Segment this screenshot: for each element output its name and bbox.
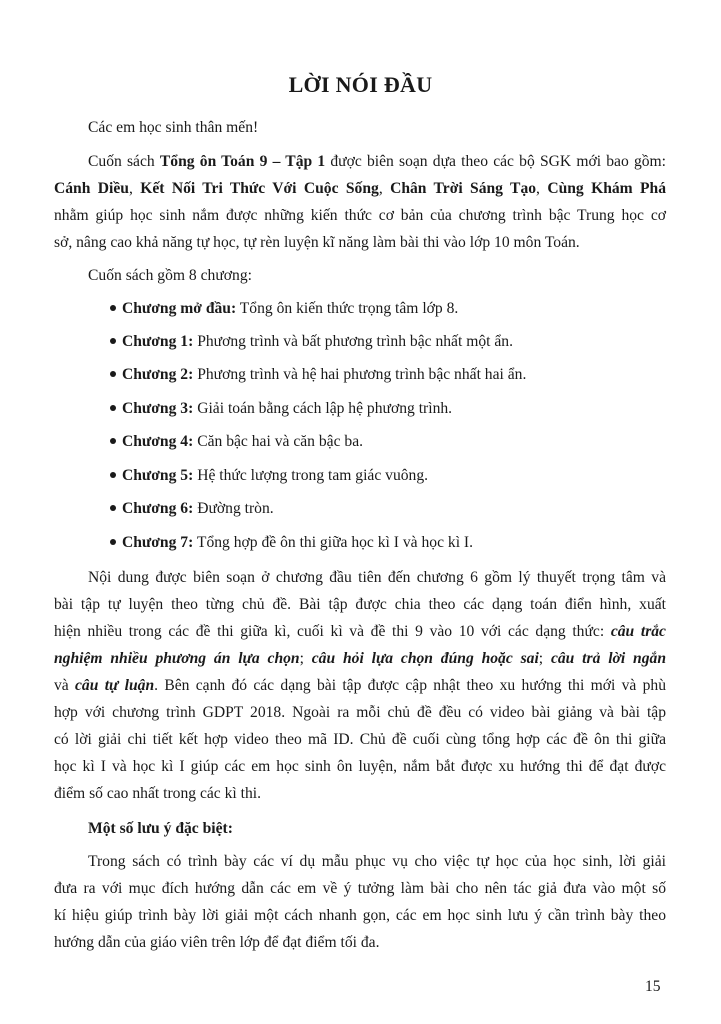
page-number: 15 <box>645 978 661 995</box>
text-segment: học kì I và học kì I giúp các em học sinh ôn luyện, nắm bắt được xu hướng thi để đạt được <box>54 758 666 775</box>
bullet-icon <box>110 371 116 377</box>
text-segment: , <box>378 180 391 197</box>
text-line <box>54 757 666 777</box>
emphasized-text: Cánh Diều <box>54 180 129 197</box>
chapter-label: Chương 3: <box>122 400 194 417</box>
chapter-description: Phương trình và hệ hai phương trình bậc nhất hai ẩn. <box>193 366 527 383</box>
emphasized-text: Chân Trời Sáng Tạo <box>390 180 537 197</box>
bullet-icon <box>110 438 116 444</box>
chapter-label: Chương 4: <box>122 433 194 450</box>
text-line <box>88 852 666 872</box>
text-segment: , <box>536 180 548 197</box>
text-line <box>88 568 666 588</box>
emphasized-text: Một số lưu ý đặc biệt: <box>88 820 233 837</box>
chapter-description: Tổng hợp đề ôn thi giữa học kì I và học kì I. <box>193 534 474 551</box>
text-segment: nhằm giúp học sinh nắm được những kiến thức cơ bản của chương trình bậc Trung học cơ <box>54 207 666 224</box>
text-line <box>54 933 666 953</box>
chapter-list-item <box>110 499 274 519</box>
text-line <box>88 152 666 172</box>
emphasized-text: câu tự luận <box>75 677 155 694</box>
text-line <box>54 179 666 199</box>
bullet-icon <box>110 539 116 545</box>
text-segment: có lời giải chi tiết kết hợp video theo mã ID. Chủ đề cuối cùng tổng hợp các đề ôn thi giữa <box>54 731 666 748</box>
chapter-description: Căn bậc hai và căn bậc ba. <box>193 433 364 450</box>
page-title: LỜI NÓI ĐẦU <box>288 72 433 97</box>
chapter-list-item <box>110 299 458 319</box>
chapter-description: Đường tròn. <box>193 500 274 517</box>
emphasized-text: câu trả lời ngắn <box>550 650 666 667</box>
bullet-icon <box>110 505 116 511</box>
text-segment: Trong sách có trình bày các ví dụ mẫu phục vụ cho việc tự học của học sinh, lời giải <box>88 853 666 870</box>
chapter-list-item <box>110 533 473 553</box>
chapter-label: Chương mở đầu: <box>122 300 237 317</box>
chapter-label: Chương 1: <box>122 333 194 350</box>
text-line <box>88 266 666 286</box>
chapter-label: Chương 7: <box>122 534 194 551</box>
chapter-label: Chương 6: <box>122 500 194 517</box>
chapter-list-item <box>110 399 452 419</box>
text-line <box>54 906 666 926</box>
text-segment: hướng dẫn của giáo viên trên lớp để đạt điểm tối đa. <box>54 934 380 951</box>
bullet-icon <box>110 405 116 411</box>
text-segment: điểm số cao nhất trong các kì thi. <box>54 785 261 802</box>
text-line <box>54 595 666 615</box>
text-segment: bài tập tự luyện theo từng chủ đề. Bài tập được chia theo các dạng toán điển hình, xuất <box>54 596 666 613</box>
text-segment: đưa ra với mục đích hướng dẫn các em về ý tưởng làm bài cho nên tác giả đưa vào một số <box>54 880 666 897</box>
text-line <box>54 206 666 226</box>
text-segment: và <box>54 677 76 694</box>
text-line <box>54 622 666 642</box>
text-segment: Cuốn sách <box>88 153 160 170</box>
emphasized-text: Kết Nối Tri Thức Với Cuộc Sống <box>140 180 379 197</box>
chapter-description: Phương trình và bất phương trình bậc nhất một ẩn. <box>193 333 513 350</box>
chapter-list-item <box>110 466 428 486</box>
bullet-icon <box>110 338 116 344</box>
text-segment: ; <box>299 650 312 667</box>
chapter-description: Hệ thức lượng trong tam giác vuông. <box>193 467 429 484</box>
text-line <box>54 784 666 804</box>
chapter-description: Giải toán bằng cách lập hệ phương trình. <box>193 400 453 417</box>
text-segment: sở, nâng cao khả năng tự học, tự rèn luyện kĩ năng làm bài thi vào lớp 10 môn Toán. <box>54 234 580 251</box>
bullet-icon <box>110 472 116 478</box>
text-segment: hiện nhiều trong các đề thi giữa kì, cuối kì và đề thi 9 vào 10 với các dạng thức: <box>54 623 611 640</box>
text-segment: Các em học sinh thân mến! <box>88 119 259 136</box>
chapter-list-item <box>110 432 363 452</box>
chapter-list-item <box>110 365 526 385</box>
text-line <box>54 676 666 696</box>
emphasized-text: Tổng ôn Toán 9 – Tập 1 <box>159 153 326 170</box>
emphasized-text: câu trắc <box>610 623 666 640</box>
text-line <box>88 819 666 839</box>
text-segment: ; <box>538 650 551 667</box>
text-segment: Cuốn sách gồm 8 chương: <box>88 267 252 284</box>
text-segment: . Bên cạnh đó các dạng bài tập được cập nhật theo xu hướng thi mới và phù <box>154 677 666 694</box>
text-segment: , <box>128 180 141 197</box>
text-segment: hợp với chương trình GDPT 2018. Ngoài ra mỗi chủ đề đều có video bài giảng và bài tập <box>54 704 666 721</box>
emphasized-text: nghiệm nhiều phương án lựa chọn <box>54 650 300 667</box>
text-line <box>54 879 666 899</box>
text-segment: Nội dung được biên soạn ở chương đầu tiên đến chương 6 gồm lý thuyết trọng tâm và <box>88 569 666 586</box>
text-line <box>54 730 666 750</box>
text-line <box>54 649 666 669</box>
chapter-label: Chương 2: <box>122 366 194 383</box>
emphasized-text: Cùng Khám Phá <box>547 180 667 197</box>
text-segment: kí hiệu giúp trình bày lời giải một cách nhanh gọn, các em học sinh lưu ý cần trình bày theo <box>54 907 666 924</box>
text-line <box>54 233 666 253</box>
text-line <box>54 703 666 723</box>
text-segment: được biên soạn dựa theo các bộ SGK mới bao gồm: <box>325 153 667 170</box>
bullet-icon <box>110 305 116 311</box>
chapter-label: Chương 5: <box>122 467 194 484</box>
text-line <box>88 118 666 138</box>
emphasized-text: câu hỏi lựa chọn đúng hoặc sai <box>311 650 539 667</box>
chapter-list-item <box>110 332 513 352</box>
chapter-description: Tổng ôn kiến thức trọng tâm lớp 8. <box>236 300 459 317</box>
